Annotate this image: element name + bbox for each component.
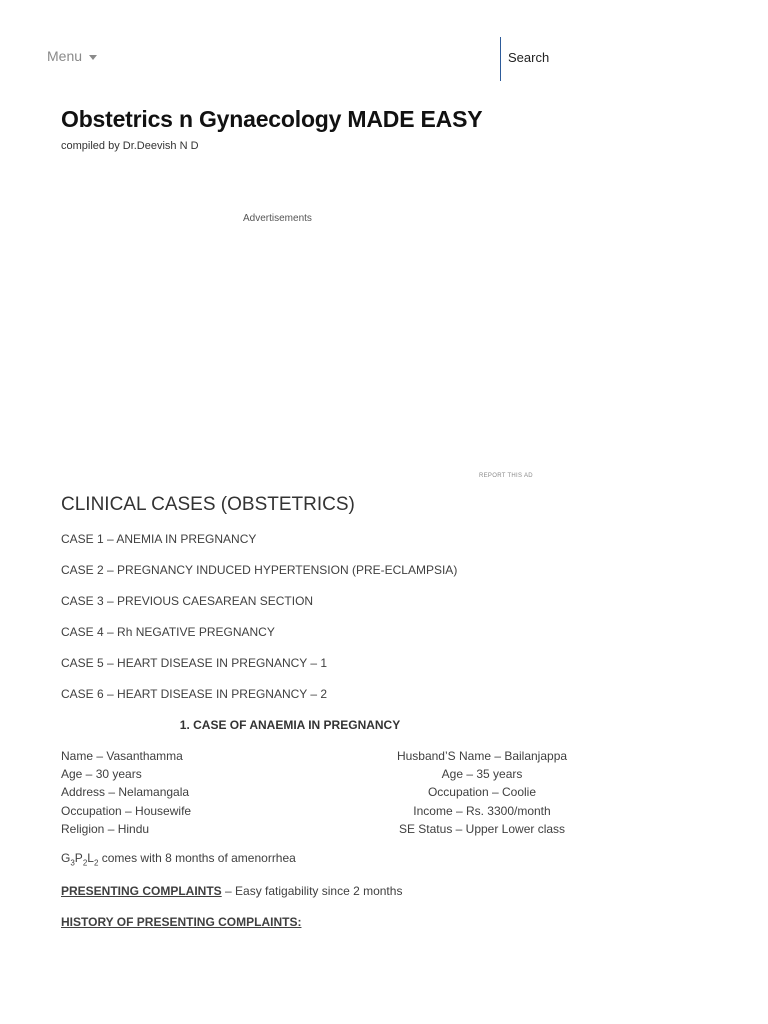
patient-name: Name – Vasanthamma [61, 749, 183, 763]
patient-details [61, 747, 711, 837]
husband-income: Income – Rs. 3300/month [413, 803, 551, 818]
husband-occupation: Occupation – Coolie [427, 785, 537, 800]
advertisements-label: Advertisements [243, 213, 312, 224]
history-heading [61, 915, 711, 929]
case-link-5[interactable]: CASE 5 – HEART DISEASE IN PREGNANCY – 1 [61, 656, 328, 670]
case-link-6[interactable]: CASE 6 – HEART DISEASE IN PREGNANCY – 2 [61, 687, 328, 701]
search-input[interactable] [508, 50, 748, 65]
menu-toggle[interactable] [47, 48, 97, 64]
case-heading: 1. CASE OF ANAEMIA IN PREGNANCY [179, 718, 401, 732]
patient-religion: Religion – Hindu [61, 821, 150, 836]
case-link-4[interactable]: CASE 4 – Rh NEGATIVE PREGNANCY [61, 625, 275, 639]
chevron-down-icon [89, 55, 97, 60]
section-title: CLINICAL CASES (OBSTETRICS) [61, 494, 355, 515]
patient-info [61, 747, 191, 838]
husband-se-status: SE Status – Upper Lower class [398, 821, 566, 836]
case-link-2[interactable]: CASE 2 – PREGNANCY INDUCED HYPERTENSION (PRE-ECLAMPSIA) [61, 563, 458, 577]
history-label: HISTORY OF PRESENTING COMPLAINTS: [61, 915, 302, 930]
obstetric-score: $G_3P_2L_2$ comes with 8 months of amenorrhea [61, 851, 296, 868]
presenting-complaints-label: PRESENTING COMPLAINTS [61, 884, 222, 899]
obstetric-text: comes with 8 months of amenorrhea [98, 851, 296, 865]
patient-address: Address – Nelamangala [61, 785, 190, 800]
presenting-complaints [61, 884, 711, 898]
report-ad-link[interactable]: REPORT THIS AD [479, 473, 533, 479]
site-title[interactable]: Obstetrics n Gynaecology MADE EASY [61, 106, 483, 132]
post-content [61, 494, 711, 946]
case-link-3[interactable]: CASE 3 – PREVIOUS CAESAREAN SECTION [61, 594, 314, 608]
husband-age: Age – 35 years [441, 767, 523, 782]
site-tagline: compiled by Dr.Deevish N D [61, 140, 199, 152]
presenting-complaints-text: – Easy fatigability since 2 months [221, 884, 403, 899]
husband-info [377, 747, 587, 838]
patient-occupation: Occupation – Housewife [61, 803, 192, 818]
case-link-1[interactable]: CASE 1 – ANEMIA IN PREGNANCY [61, 532, 257, 546]
patient-age: Age – 30 years [61, 767, 142, 782]
search-bar [500, 37, 768, 81]
menu-label: Menu [47, 48, 83, 64]
husband-name: Husband’S Name – Bailanjappa [396, 749, 568, 763]
